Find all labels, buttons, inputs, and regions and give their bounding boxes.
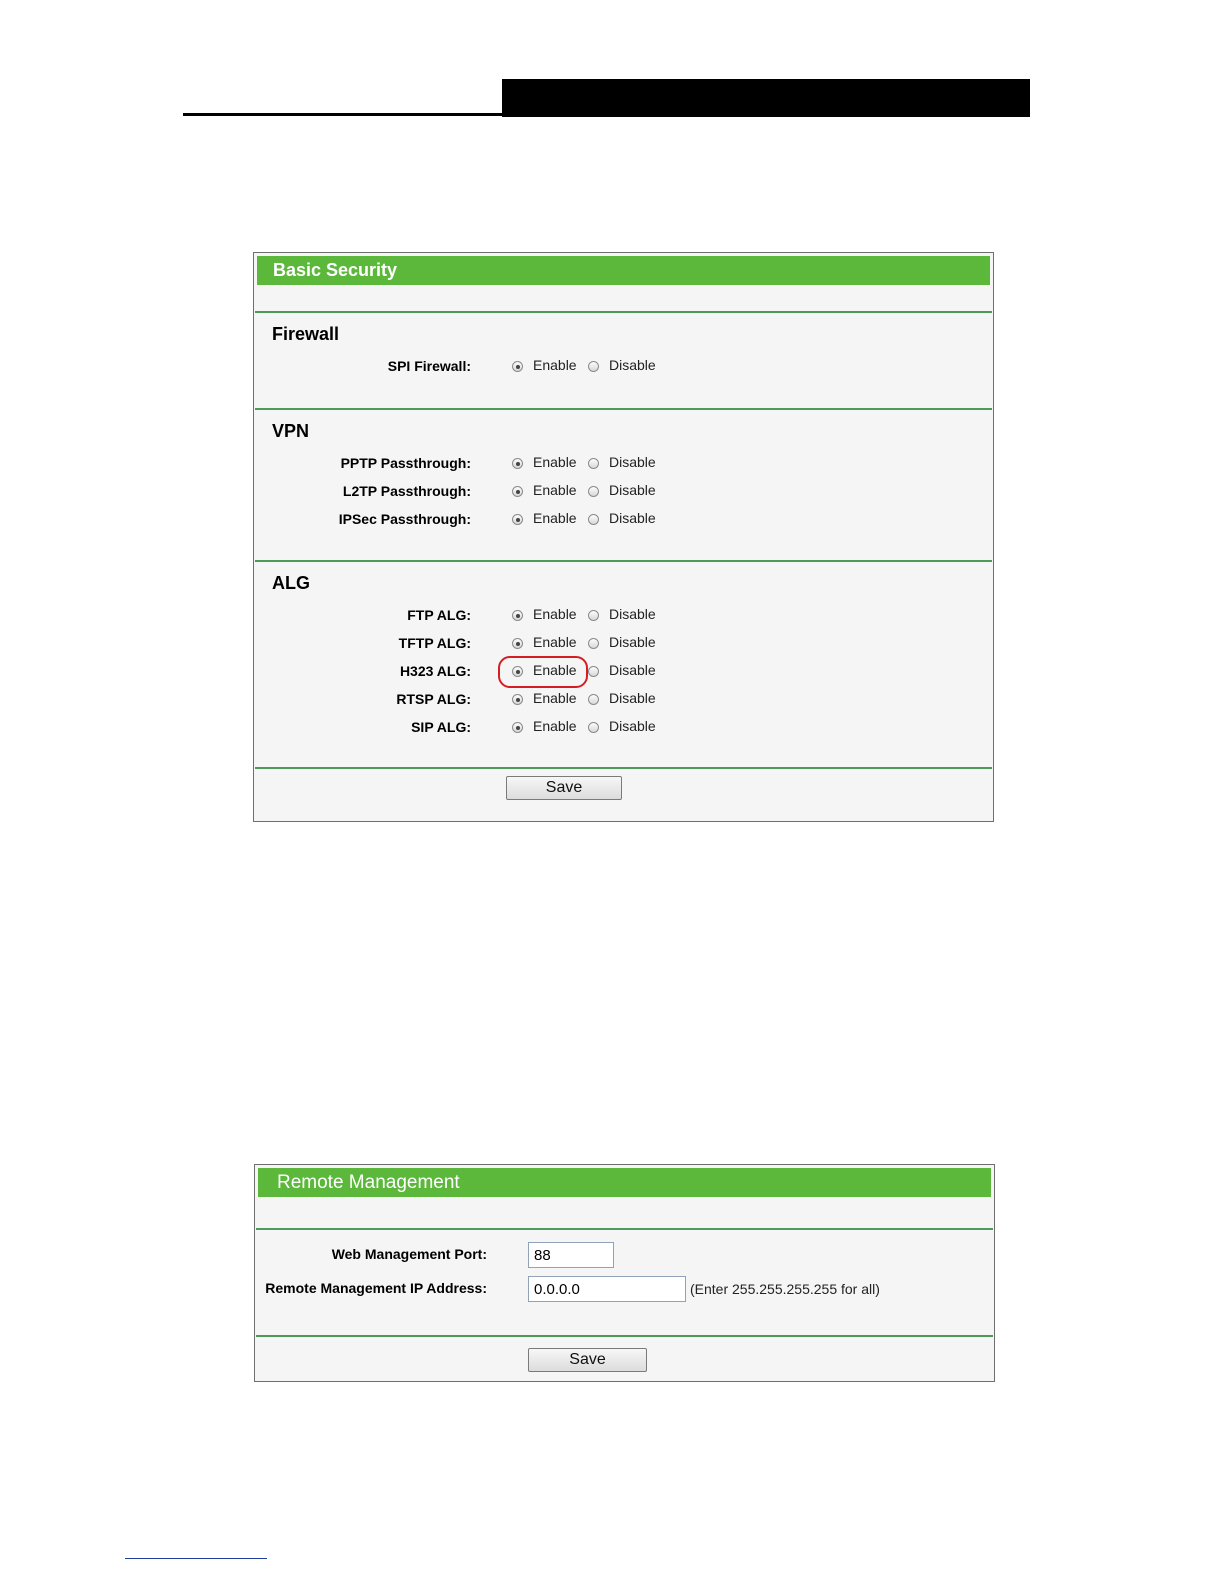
divider — [255, 560, 992, 562]
disable-label[interactable]: Disable — [609, 718, 656, 734]
disable-radio[interactable] — [588, 638, 599, 649]
row-label: TFTP ALG: — [398, 635, 471, 651]
disable-radio[interactable] — [588, 666, 599, 677]
row-label: SIP ALG: — [411, 719, 471, 735]
row-label: PPTP Passthrough: — [340, 455, 471, 471]
save-button[interactable]: Save — [506, 776, 622, 800]
section-title-firewall: Firewall — [272, 324, 340, 344]
page-header-bar — [502, 79, 1030, 117]
divider — [255, 767, 992, 769]
enable-label[interactable]: Enable — [533, 662, 577, 678]
disable-radio[interactable] — [588, 610, 599, 621]
enable-radio[interactable] — [512, 694, 523, 705]
remote-management-panel — [254, 1164, 995, 1382]
disable-label[interactable]: Disable — [609, 690, 656, 706]
row-tftp-alg — [254, 633, 993, 655]
section-title-vpn: VPN — [272, 421, 310, 441]
disable-radio[interactable] — [588, 514, 599, 525]
divider — [255, 311, 992, 313]
row-ftp-alg — [254, 605, 993, 627]
page-header-rule — [183, 113, 503, 116]
enable-radio[interactable] — [512, 458, 523, 469]
row-label: IPSec Passthrough: — [338, 511, 471, 527]
web-management-port-label: Web Management Port: — [331, 1246, 487, 1262]
disable-label[interactable]: Disable — [609, 454, 656, 470]
disable-radio[interactable] — [588, 361, 599, 372]
enable-label[interactable]: Enable — [533, 690, 577, 706]
panel-title: Basic Security — [257, 256, 990, 285]
enable-label[interactable]: Enable — [533, 454, 577, 470]
row-h323-alg — [254, 661, 993, 683]
disable-radio[interactable] — [588, 486, 599, 497]
section-title-alg: ALG — [272, 573, 310, 593]
enable-label[interactable]: Enable — [533, 357, 577, 373]
disable-label[interactable]: Disable — [609, 606, 656, 622]
enable-radio[interactable] — [512, 361, 523, 372]
row-l2tp-passthrough — [254, 481, 993, 503]
enable-radio[interactable] — [512, 722, 523, 733]
disable-radio[interactable] — [588, 694, 599, 705]
row-label: SPI Firewall: — [387, 358, 471, 374]
panel-title: Remote Management — [258, 1168, 991, 1197]
divider — [256, 1335, 993, 1337]
highlight-annotation — [498, 656, 588, 688]
footer-rule — [125, 1558, 267, 1559]
remote-management-ip-input[interactable] — [528, 1276, 686, 1302]
web-management-port-input[interactable] — [528, 1242, 614, 1268]
enable-radio[interactable] — [512, 486, 523, 497]
disable-radio[interactable] — [588, 722, 599, 733]
disable-radio[interactable] — [588, 458, 599, 469]
disable-label[interactable]: Disable — [609, 634, 656, 650]
enable-radio[interactable] — [512, 638, 523, 649]
row-label: FTP ALG: — [407, 607, 471, 623]
enable-label[interactable]: Enable — [533, 718, 577, 734]
enable-label[interactable]: Enable — [533, 482, 577, 498]
row-label: RTSP ALG: — [396, 691, 471, 707]
disable-label[interactable]: Disable — [609, 482, 656, 498]
enable-radio[interactable] — [512, 514, 523, 525]
row-rtsp-alg — [254, 689, 993, 711]
disable-label[interactable]: Disable — [609, 510, 656, 526]
row-label: L2TP Passthrough: — [342, 483, 471, 499]
row-sip-alg — [254, 717, 993, 739]
disable-label[interactable]: Disable — [609, 662, 656, 678]
remote-management-ip-label: Remote Management IP Address: — [265, 1280, 487, 1296]
remote-ip-hint: (Enter 255.255.255.255 for all) — [690, 1281, 880, 1297]
divider — [255, 408, 992, 410]
row-ipsec-passthrough — [254, 509, 993, 531]
divider — [256, 1228, 993, 1230]
enable-label[interactable]: Enable — [533, 634, 577, 650]
enable-label[interactable]: Enable — [533, 606, 577, 622]
enable-radio[interactable] — [512, 610, 523, 621]
row-spi-firewall — [254, 356, 993, 378]
basic-security-panel — [253, 252, 994, 822]
row-pptp-passthrough — [254, 453, 993, 475]
row-label: H323 ALG: — [399, 663, 471, 679]
save-button[interactable]: Save — [528, 1348, 647, 1372]
enable-label[interactable]: Enable — [533, 510, 577, 526]
disable-label[interactable]: Disable — [609, 357, 656, 373]
